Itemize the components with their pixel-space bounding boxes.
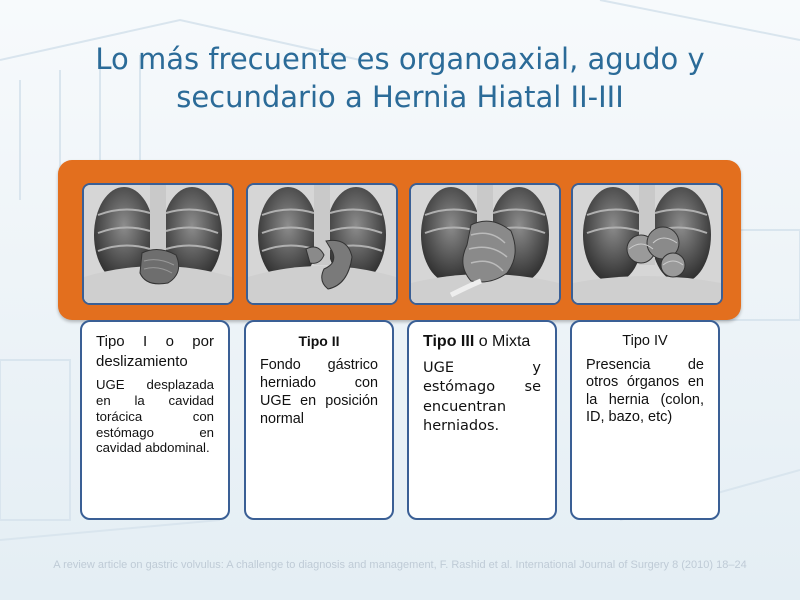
xray-image-type-2: [246, 183, 398, 305]
card-type-4-heading: Tipo IV: [622, 333, 668, 349]
card-type-2-description: Fondo gástrico herniado con UGE en posición normal: [260, 357, 378, 428]
card-type-1: [80, 320, 230, 520]
card-type-3-heading: [423, 332, 541, 353]
card-type-4: [570, 320, 720, 520]
card-type-2: [244, 320, 394, 520]
card-type-3: [407, 320, 557, 520]
card-type-3-description: UGE y estómago se encuentran herniados.: [423, 359, 541, 435]
card-type-3-heading-bold: Tipo III: [423, 333, 475, 350]
citation-footer: A review article on gastric volvulus: A challenge to diagnosis and management, F. Rashid et al. International Journal of Surgery 8 (2010) 18–24: [53, 559, 747, 571]
card-type-4-description: Presencia de otros órganos en la hernia (colon, ID, bazo, etc): [586, 356, 704, 426]
slide-title: Lo más frecuente es organoaxial, agudo y secundario a Hernia Hiatal II-III: [95, 42, 705, 115]
card-type-3-heading-rest: o Mixta: [474, 333, 531, 350]
card-type-1-heading: Tipo I o por deslizamiento: [96, 333, 214, 370]
xray-image-type-3: [409, 183, 561, 305]
xray-image-type-1: [82, 183, 234, 305]
card-type-1-description: UGE desplazada en la cavidad torácica con estómago en cavidad abdominal.: [96, 377, 214, 456]
card-type-2-heading: Tipo II: [298, 333, 340, 349]
xray-image-type-4: [571, 183, 723, 305]
